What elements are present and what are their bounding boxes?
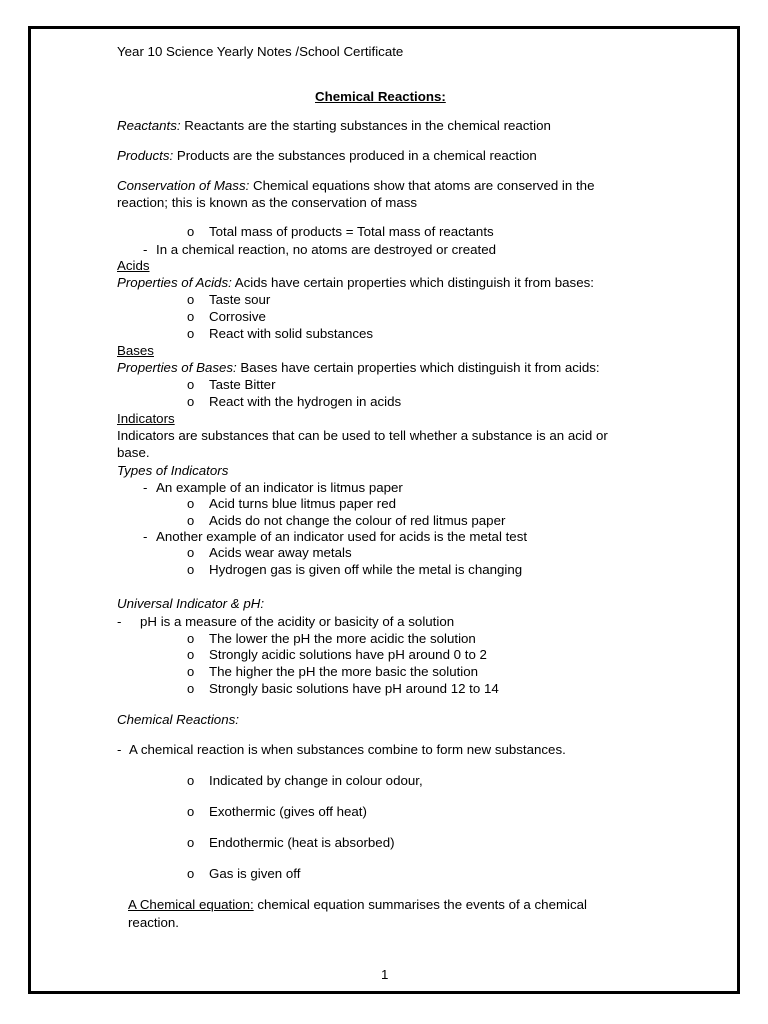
bases-properties-term: Properties of Bases: [117,360,237,375]
dash-marker: - [143,480,148,495]
list-item: Acids do not change the colour of red litmus paper [209,513,506,528]
bullet-marker: o [187,292,195,307]
dash-marker: - [117,742,122,757]
acids-properties [117,274,594,291]
bullet-marker: o [187,377,195,392]
bases-properties [117,359,600,376]
dash-marker: - [117,614,122,629]
reactants-term: Reactants: [117,118,181,133]
bullet-marker: o [187,513,195,528]
reactants-definition [117,117,551,134]
chemical-equation-text-2: reaction. [128,915,179,930]
dash-marker: - [143,242,148,257]
chemical-equation-definition [128,896,587,913]
bullet-marker: o [187,804,195,819]
bullet-marker: o [187,773,195,788]
products-term: Products: [117,148,174,163]
list-item: Hydrogen gas is given off while the metal is changing [209,562,523,577]
indicators-text-2: base. [117,445,150,460]
list-item: Acids wear away metals [209,545,352,560]
conservation-text-1: Chemical equations show that atoms are conserved in the [249,178,595,193]
list-item: Gas is given off [209,866,301,881]
list-item: Indicated by change in colour odour, [209,773,423,788]
bullet-marker: o [187,496,195,511]
bullet-marker: o [187,394,195,409]
products-definition [117,147,537,164]
types-of-indicators-heading: Types of Indicators [117,463,229,478]
bullet-marker: o [187,647,195,662]
acids-heading: Acids [117,258,150,273]
acids-properties-term: Properties of Acids: [117,275,232,290]
list-item: A chemical reaction is when substances combine to form new substances. [129,742,566,757]
list-item: The higher the pH the more basic the solution [209,664,479,679]
reactants-text: Reactants are the starting substances in the chemical reaction [180,118,551,133]
list-item: In a chemical reaction, no atoms are destroyed or created [156,242,496,257]
bullet-marker: o [187,224,195,239]
list-item: Acid turns blue litmus paper red [209,496,396,511]
list-item: React with the hydrogen in acids [209,394,402,409]
bullet-marker: o [187,664,195,679]
conservation-term: Conservation of Mass: [117,178,250,193]
chemical-equation-text-1: chemical equation summarises the events of a chemical [253,897,587,912]
list-item: The lower the pH the more acidic the solution [209,631,476,646]
bullet-marker: o [187,562,195,577]
products-text: Products are the substances produced in a chemical reaction [173,148,537,163]
list-item: Endothermic (heat is absorbed) [209,835,395,850]
bullet-marker: o [187,681,195,696]
chemical-reactions-heading: Chemical Reactions: [117,712,239,727]
document-header: Year 10 Science Yearly Notes /School Certificate [117,44,404,59]
indicators-heading: Indicators [117,411,175,426]
bullet-marker: o [187,545,195,560]
bases-properties-text: Bases have certain properties which distinguish it from acids: [236,360,600,375]
bullet-marker: o [187,835,195,850]
dash-marker: - [143,529,148,544]
conservation-definition [117,177,594,194]
indicators-text-1: Indicators are substances that can be used to tell whether a substance is an acid or [117,428,608,443]
chemical-equation-term: A Chemical equation: [128,897,254,912]
list-item: Strongly acidic solutions have pH around 0 to 2 [209,647,487,662]
page-number: 1 [381,967,389,982]
list-item: Exothermic (gives off heat) [209,804,367,819]
list-item: An example of an indicator is litmus paper [156,480,403,495]
list-item: Taste Bitter [209,377,276,392]
page-title: Chemical Reactions: [315,89,446,104]
list-item: Total mass of products = Total mass of reactants [209,224,494,239]
universal-indicator-heading: Universal Indicator & pH: [117,596,265,611]
list-item: Corrosive [209,309,266,324]
bullet-marker: o [187,631,195,646]
bases-heading: Bases [117,343,154,358]
bullet-marker: o [187,866,195,881]
list-item: pH is a measure of the acidity or basicity of a solution [140,614,455,629]
list-item: React with solid substances [209,326,374,341]
list-item: Another example of an indicator used for acids is the metal test [156,529,528,544]
list-item: Taste sour [209,292,271,307]
bullet-marker: o [187,326,195,341]
conservation-text-2: reaction; this is known as the conservation of mass [117,195,418,210]
list-item: Strongly basic solutions have pH around 12 to 14 [209,681,499,696]
acids-properties-text: Acids have certain properties which distinguish it from bases: [231,275,594,290]
bullet-marker: o [187,309,195,324]
